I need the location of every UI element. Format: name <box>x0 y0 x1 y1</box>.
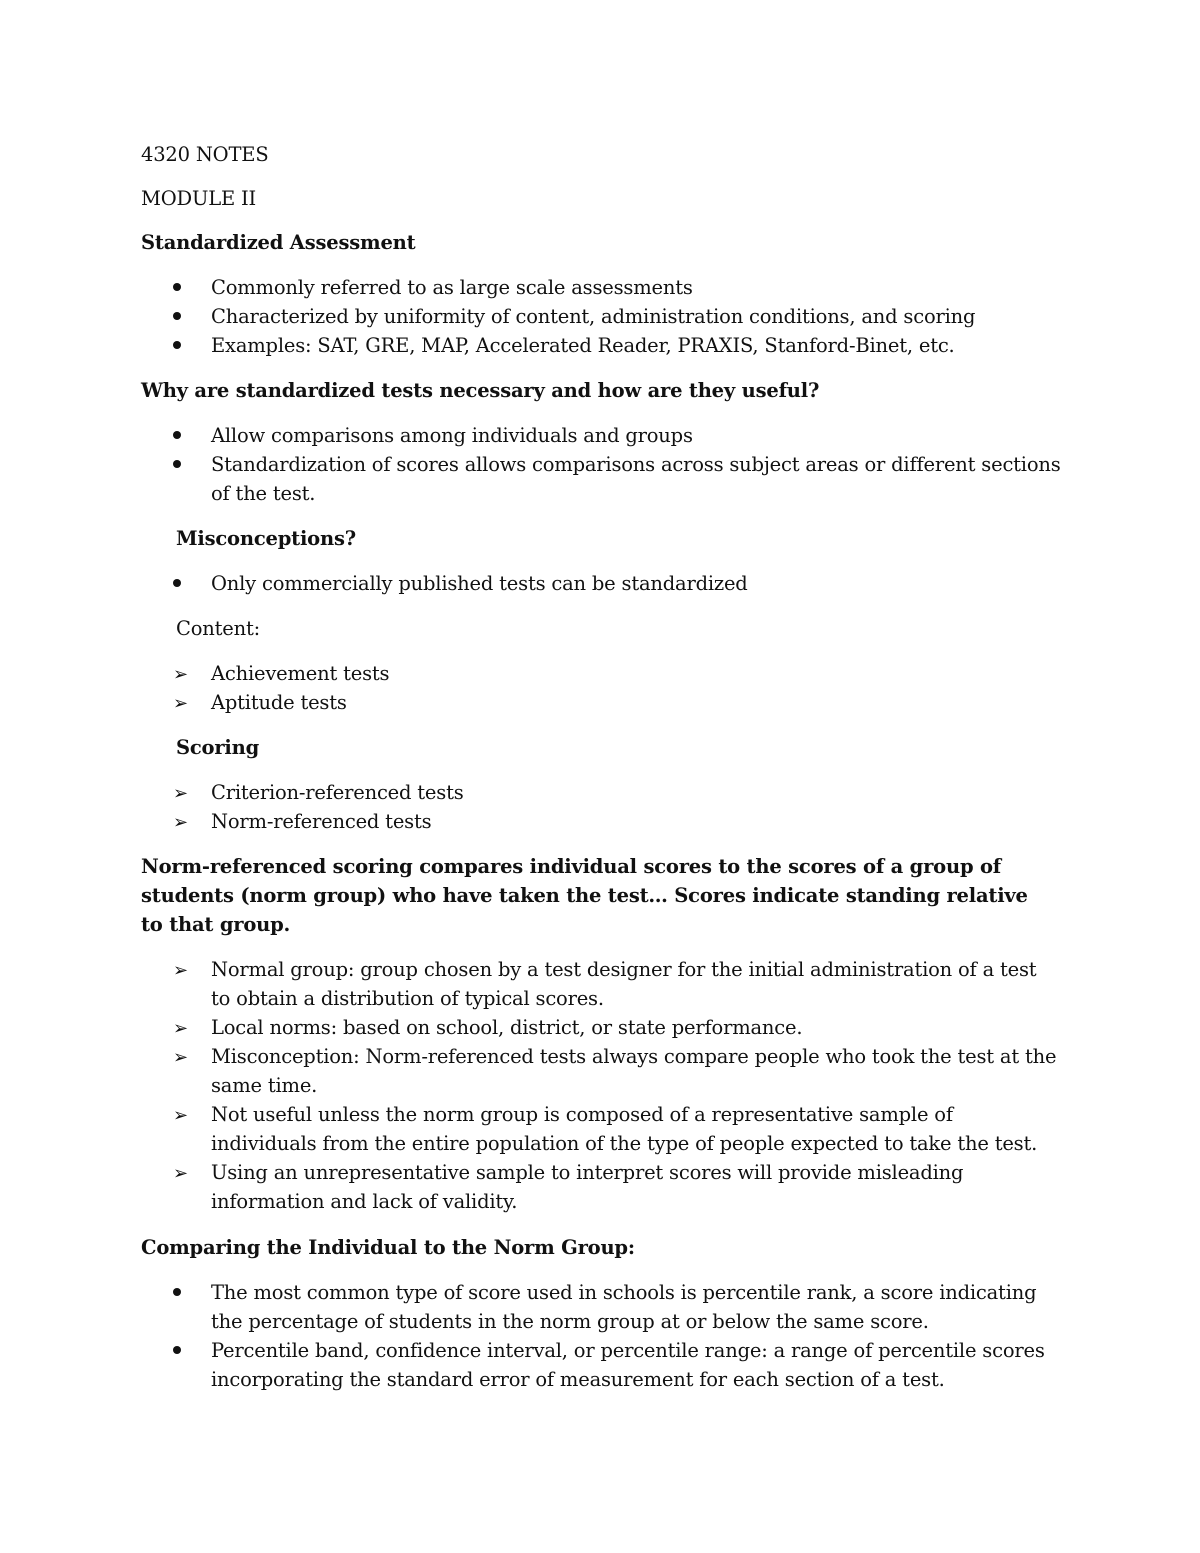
list-item: Characterized by uniformity of content, administration conditions, and scoring <box>141 302 1061 331</box>
bullet-icon <box>173 450 203 479</box>
heading-scoring: Scoring <box>176 736 260 759</box>
bullet-icon <box>173 421 203 450</box>
heading-misconceptions: Misconceptions? <box>176 527 356 550</box>
list-item: The most common type of score used in schools is percentile rank, a score indicating the percentage of students in the norm group at or below the same score. <box>141 1278 1061 1336</box>
heading-why-standardized: Why are standardized tests necessary and how are they useful? <box>141 379 820 402</box>
list-item: ➢ Criterion-referenced tests <box>141 778 1061 807</box>
list-why-standardized <box>141 421 1061 508</box>
list-item: Percentile band, confidence interval, or percentile range: a range of percentile scores incorporating the standard error of measurement for each section of a test. <box>141 1336 1061 1394</box>
list-item: Allow comparisons among individuals and groups <box>141 421 1061 450</box>
list-item: Standardization of scores allows comparisons across subject areas or different sections of the test. <box>141 450 1061 508</box>
list-item: ➢ Misconception: Norm-referenced tests always compare people who took the test at the same time. <box>141 1042 1061 1100</box>
heading-content: Content: <box>176 617 260 640</box>
list-standardized-assessment <box>141 273 1061 360</box>
bullet-icon <box>173 569 203 598</box>
heading-norm-referenced: Norm-referenced scoring compares individual scores to the scores of a group of students (norm group) who have taken the test… Scores indicate standing relative to that group. <box>141 855 1028 936</box>
list-item: ➢ Normal group: group chosen by a test designer for the initial administration of a test to obtain a distribution of typical scores. <box>141 955 1061 1013</box>
heading-comparing-individual: Comparing the Individual to the Norm Group: <box>141 1236 635 1259</box>
list-item: ➢ Aptitude tests <box>141 688 1061 717</box>
arrow-bullet-icon: ➢ <box>173 960 188 981</box>
list-item: ➢ Using an unrepresentative sample to interpret scores will provide misleading information and lack of validity. <box>141 1158 1061 1216</box>
arrow-bullet-icon: ➢ <box>173 693 188 714</box>
course-title: 4320 NOTES <box>141 143 269 166</box>
list-item: ➢ Local norms: based on school, district, or state performance. <box>141 1013 1061 1042</box>
list-comparing-individual <box>141 1278 1061 1394</box>
arrow-bullet-icon: ➢ <box>173 1163 188 1184</box>
heading-standardized-assessment: Standardized Assessment <box>141 231 416 254</box>
arrow-bullet-icon: ➢ <box>173 664 188 685</box>
arrow-bullet-icon: ➢ <box>173 1105 188 1126</box>
module-title: MODULE II <box>141 187 257 210</box>
arrow-bullet-icon: ➢ <box>173 812 188 833</box>
bullet-icon <box>173 273 203 302</box>
list-scoring <box>141 778 1061 836</box>
arrow-bullet-icon: ➢ <box>173 783 188 804</box>
list-norm-referenced <box>141 955 1061 1216</box>
arrow-bullet-icon: ➢ <box>173 1018 188 1039</box>
bullet-icon <box>173 331 203 360</box>
bullet-icon <box>173 1336 203 1365</box>
bullet-icon <box>173 1278 203 1307</box>
bullet-icon <box>173 302 203 331</box>
list-misconceptions <box>141 569 1061 598</box>
list-item: Only commercially published tests can be standardized <box>141 569 1061 598</box>
list-content <box>141 659 1061 717</box>
list-item: ➢ Norm-referenced tests <box>141 807 1061 836</box>
list-item: Commonly referred to as large scale assessments <box>141 273 1061 302</box>
arrow-bullet-icon: ➢ <box>173 1047 188 1068</box>
list-item: Examples: SAT, GRE, MAP, Accelerated Reader, PRAXIS, Stanford-Binet, etc. <box>141 331 1061 360</box>
list-item: ➢ Not useful unless the norm group is composed of a representative sample of individuals from the entire population of the type of people expected to take the test. <box>141 1100 1061 1158</box>
document-page <box>141 140 1061 1394</box>
list-item: ➢ Achievement tests <box>141 659 1061 688</box>
